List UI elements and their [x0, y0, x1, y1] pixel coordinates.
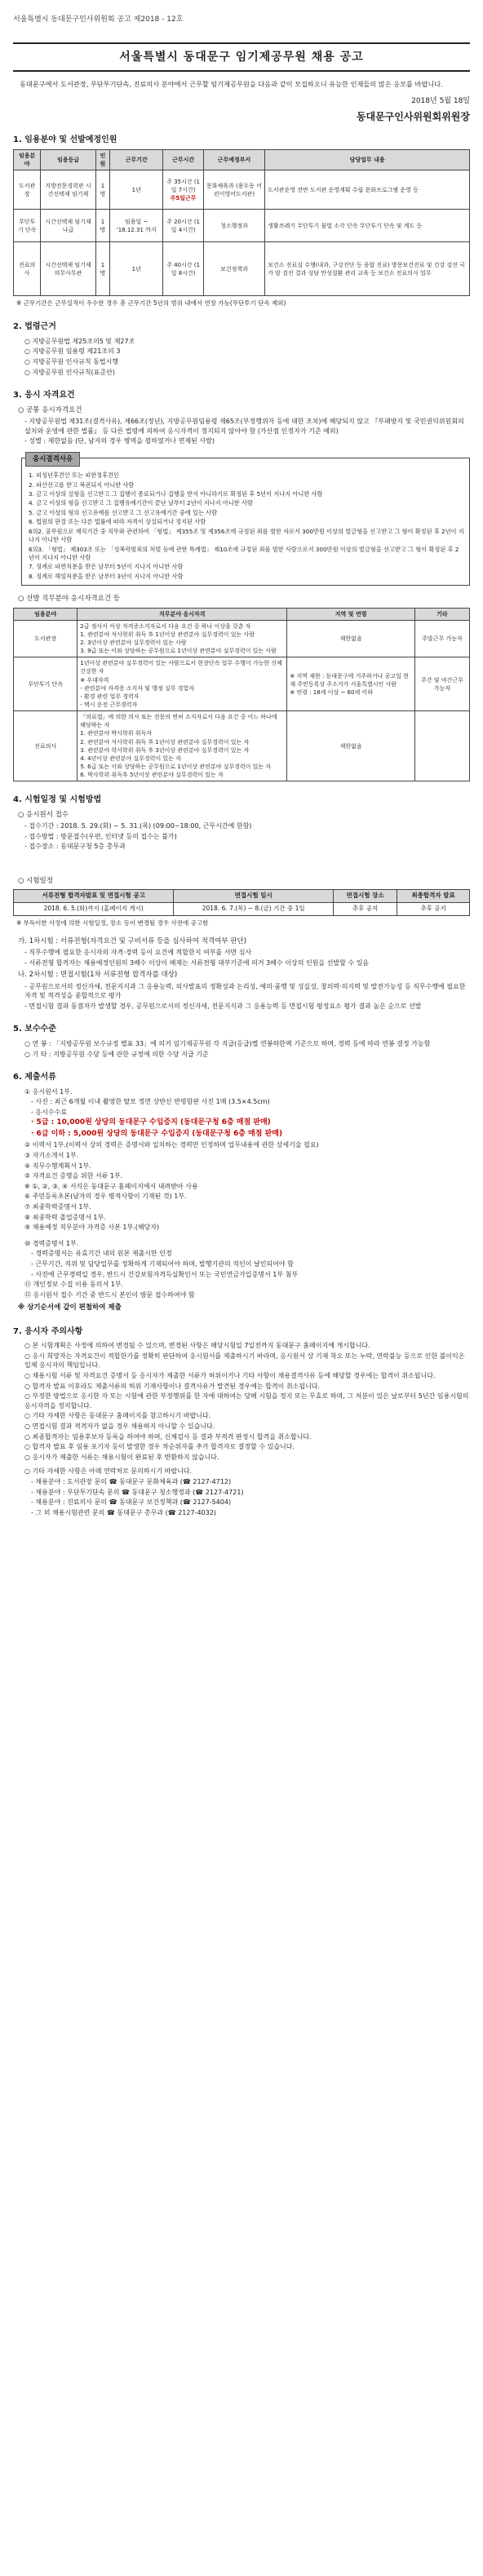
caution-item: ○ 합격자 발표 이후라도 제출서류의 허위 기재사항이나 결격사유가 발견된 경우에는 합격이 취소됩니다.	[24, 1382, 321, 1390]
caution-item: ○ 응시자가 제출한 서류는 채용시험이 완료된 후 반환하지 않습니다.	[24, 1453, 219, 1461]
col-header: 임용분야	[14, 150, 41, 170]
cell-grade: 지방전문경력관 시간선택제 임기제	[41, 170, 95, 210]
document-item: - 사진에 근무경력일 경우, 반드시 건강보험자격득실확인서 또는 국민연금가입증명서 1부 첨부	[31, 1270, 299, 1278]
cell-period: 1년	[110, 170, 163, 210]
receipt-item: - 접수장소 : 동대문구청 5층 총무과	[24, 843, 126, 851]
caution-item: ○ 최종합격자는 임용후보자 등록을 하여야 하며, 신체검사 등 결과 부적격 판정시 합격을 취소합니다.	[24, 1432, 312, 1441]
contact-item: - 채용분야 : 도서관장 문의 ☎ 동대문구 문화체육과 (☎ 2127-4712)	[31, 1477, 232, 1485]
disqualification-item: 6의3. 「형법」 제303조 또는 「성폭력범죄의 처벌 등에 관한 특례법」 제10조에 규정된 죄를 범한 사람으로서 300만원 이상의 벌금형을 선고받고 그 형이 확정된 후 2년이 지나지 아니한 사람	[29, 545, 459, 561]
cell-dept: 보건정책과	[203, 242, 264, 296]
method-item: - 공무원으로서의 정신자세, 전문지식과 그 응용능력, 의사발표의 정확성과 논리성, 예의·품행 및 성실성, 창의력·의지력 및 발전가능성 등 직무수행에 필요한 자격 및 적격성을 종합적으로 평가	[24, 982, 466, 1000]
caution-item: ○ 응시 희망자는 자격요건이 적합한가를 정확히 판단하여 응시원서를 제출하시기 바라며, 응시원서 상 기재 착오 또는 누락, 연락불능 등으로 인한 불이익은 일체 응시자의 책임입니다.	[24, 1352, 465, 1370]
receipt-item: - 접수기간 : 2018. 5. 29.(화) ~ 5. 31.(목) (09:00~18:00, 근무시간에 한함)	[24, 822, 252, 830]
fee-5th-grade: · 5급 : 10,000원 상당의 동대문구 수입증지 (동대문구청 6층 매점 판매)	[31, 1118, 271, 1127]
disqualification-item: 2. 파산선고를 받고 복권되지 아니한 사람	[29, 480, 135, 489]
document-item: ⑤ 자격요건 증명을 위한 서류 1부.	[24, 1172, 123, 1180]
cell-hours: 주 40시간 (1일 8시간)	[163, 242, 204, 296]
cell-field: 무단투기 단속	[14, 210, 41, 242]
announcement-page	[13, 0, 470, 1517]
cell-region: 제한없음	[287, 711, 415, 781]
document-item: ① 응시원서 1부.	[24, 1087, 73, 1095]
document-item: - 응시수수료	[31, 1108, 68, 1116]
section1-heading: 1. 임용분야 및 선발예정인원	[13, 135, 117, 144]
disqualification-item: 8. 징계로 해임처분을 받은 날부터 3년이 지나지 아니한 사람	[29, 572, 184, 580]
cell-grade: 시간선택제 임기제 의무사무관	[41, 242, 95, 296]
salary-item: ○ 연 봉 : 「지방공무원 보수규정 별표 33」에 의거 임기제공무원 각 직급(등급)별 연봉하한액 기준으로 하며, 경력 등에 따라 연봉 결정 가능함	[24, 1039, 431, 1047]
col-header: 근무시간	[163, 150, 204, 170]
law-item: ○ 지방공무원 인사규칙(표준안)	[24, 368, 116, 376]
section4-heading: 4. 시험일정 및 시험방법	[13, 795, 102, 805]
table-row	[14, 242, 470, 296]
document-item: ⑧ 최종학력 졸업증명서 1부.	[24, 1213, 106, 1221]
cell-requirements: 2급 정사서 이상 자격증소지자로서 다음 요건 중 하나 이상을 갖춘 자 1. 관련분야 석사학위 취득 후 1년이상 관련분야 실무경력이 있는 사람 2. 3년이상 관련분야 실무경력이 있는 사람 3. 9급 또는 이와 상당하는 공무원으로 1년이상 관련분야 실무경력이 있는 사람	[78, 620, 287, 657]
announcement-date: 2018년 5월 18일	[411, 97, 470, 106]
col-header: 담당업무 내용	[265, 150, 470, 170]
method-item: - 직무수행에 필요한 응시자의 자격·경력 등이 요건에 적합한지 여부를 서면 심사	[24, 949, 252, 957]
col-header: 지역 및 연령	[287, 608, 415, 620]
cell-field: 진료의사	[14, 242, 41, 296]
cell-field: 도서관장	[14, 620, 78, 657]
cell-duties: 도서관운영 전반 도서관 운영계획 수립 문화프로그램 운영 등	[265, 170, 470, 210]
section7-heading: 7. 응시자 주의사항	[13, 1326, 83, 1336]
disqualification-item: 6. 법원의 판결 또는 다른 법률에 따라 자격이 상실되거나 정지된 사람	[29, 518, 206, 526]
cell-grade: 시간선택제 임기제 나급	[41, 210, 95, 242]
schedule-header-row	[14, 890, 470, 903]
document-item: - 근무기간, 직위 및 담당업무를 정확하게 기재되어야 하며, 발행기관의 직인이 날인되어야 함	[31, 1260, 294, 1268]
contact-item: - 채용분야 : 진료의사 문의 ☎ 동대문구 보건정책과 (☎ 2127-5404)	[31, 1498, 232, 1507]
document-item: - 경력증명서는 유효기간 내의 원본 제출시만 인정	[31, 1250, 172, 1258]
section6-heading: 6. 제출서류	[13, 1073, 56, 1082]
cell-field: 진료의사	[14, 711, 78, 781]
field-req-header-row	[14, 608, 470, 620]
section3-heading: 3. 응시 자격요건	[13, 391, 75, 401]
table-row	[14, 711, 470, 781]
cell-period: 임용일 ~ '18.12.31 까지	[110, 210, 163, 242]
disqualification-item: 5. 금고 이상의 형의 선고유예를 선고받고 그 선고유예기간 중에 있는 사람	[29, 508, 218, 516]
cell-requirements: 1년이상 관련분야 실무경력이 있는 사람으로서 현장단속 업무 수행이 가능한 신체 건강한 자 ※ 우대자격 - 관련분야 자격증 소지자 및 행정 실무 경험자 - 환경 관련 업무 경력자 - 택시 운전 근무경력자	[78, 657, 287, 711]
section2-heading: 2. 법령근거	[13, 322, 56, 332]
disqualification-item: 7. 징계로 파면처분을 받은 날부터 5년이 지나지 아니한 사람	[29, 563, 184, 571]
cell-etc: 주말근무 가능자	[414, 620, 469, 657]
law-item: ○ 지방공무원법 제25조의5 및 제27조	[24, 337, 135, 345]
cell-etc: 주간 및 야간근무 가능자	[414, 657, 469, 711]
cell-interview-date: 2018. 6. 7.(목) ~ 8.(금) 기간 중 1일	[174, 903, 334, 916]
caution-item: ○ 기타 자세한 사항은 동대문구 홈페이지를 참고하시기 바랍니다.	[24, 1412, 211, 1420]
col-header: 최종합격자 발표	[397, 890, 470, 903]
cell-region: 제한없음	[287, 620, 415, 657]
col-header: 임용분야	[14, 608, 78, 620]
common-req-item: - 지방공무원법 제31조(결격사유), 제66조(정년), 지방공무원임용령 제65조(부정행위자 등에 대한 조치)에 해당되지 않고 『부패방지 및 국민권익위원회의 설치와 운영에 관한 법률』 등 다른 법령에 의하여 응시자격이 정지되지 않아야 함 (가산점 인정자가 기준 예외)	[24, 417, 464, 435]
cell-field: 무단투기 단속	[14, 657, 78, 711]
caution-item: ○ 부정한 방법으로 응시한 자 또는 시험에 관한 부정행위를 한 자에 대하여는 당해 시험을 정지 또는 무효로 하며, 그 처분이 있은 날로부터 5년간 임용시험의 응시자격을 정지합니다.	[24, 1392, 469, 1410]
table-row	[14, 170, 470, 210]
hours-value: 주 35시간 (1일 7시간)	[166, 178, 201, 193]
fee-6th-grade: · 6급 이하 : 5,000원 상당의 동대문구 수입증지 (동대문구청 6층 매점 판매)	[31, 1130, 283, 1139]
disqualification-box	[21, 454, 470, 586]
caution-item: ○ 본 시험계획은 사정에 의하여 변경될 수 있으며, 변경된 사항은 해당시험일 7일전까지 동대문구 홈페이지에 게시합니다.	[24, 1342, 370, 1350]
cell-count: 1명	[95, 170, 109, 210]
col-header: 인원	[95, 150, 109, 170]
contact-item: - 채용분야 : 무단투기단속 문의 ☎ 동대문구 청소행정과 (☎ 2127-4721)	[31, 1488, 244, 1496]
col-header: 임용등급	[41, 150, 95, 170]
positions-header-row	[14, 150, 470, 170]
field-req-title: ○ 선발 직무분야 응시자격요건 등	[18, 595, 120, 604]
table-row	[14, 657, 470, 711]
cell-doc-result: 2018. 6. 5.(화)까지 (홈페이지 게시)	[14, 903, 174, 916]
document-item: ⑩ 경력증명서 1부.	[24, 1239, 79, 1247]
law-item: ○ 지방공무원 인사규칙 동법시행	[24, 357, 119, 365]
col-header: 면접시험 장소	[333, 890, 397, 903]
disqualification-item: 4. 금고 이상의 형을 선고받고 그 집행유예기간이 끝난 날부터 2년이 지나지 아니한 사람	[29, 499, 253, 507]
document-item: ③ 자기소개서 1부.	[24, 1152, 79, 1160]
caution-item: ○ 면접시험 결과 적격자가 없을 경우 채용하지 아니할 수 있습니다.	[24, 1422, 215, 1430]
cell-interview-place: 추후 공지	[333, 903, 397, 916]
common-req-item: - 성별 : 제한없음 (단, 남자의 경우 병역을 필하였거나 면제된 사람)	[24, 437, 215, 445]
document-item: ④ 직무수행계획서 1부.	[24, 1162, 91, 1170]
cell-duties: 생활쓰레기 무단투기 불법 소각 단속 무단투기 단속 및 계도 등	[265, 210, 470, 242]
cell-requirements: 「의료법」에 의한 의사 또는 전문의 면허 소지자로서 다음 요건 중 어느 하나에 해당하는 자 1. 관련분야 박사학위 취득자 2. 관련분야 석사학위 취득 후 1년이상 관련분야 실무경력이 있는 자 3. 관련분야 학사학위 취득 후 3년이상 관련분야 실무경력이 있는 자 4. 4년이상 관련분야 실무경력이 있는 자 5. 6급 또는 이와 상당하는 공무원으로 1년이상 관련분야 실무경력이 있는 자 6. 박사학위 취득후 5년이상 관련분야 실무경력이 있는 자	[78, 711, 287, 781]
section5-heading: 5. 보수수준	[13, 1025, 56, 1034]
hours-note: 주5일근무	[170, 194, 197, 201]
schedule-title: ○ 시험일정	[18, 876, 53, 885]
issuer-name: 동대문구인사위원회위원장	[356, 111, 470, 123]
disqualification-item: 6의2. 공무원으로 재직기간 중 직무와 관련하여 「형법」 제355조 및 제356조에 규정된 죄를 범한 자로서 300만원 이상의 벌금형을 선고받고 그 형이 확정된 후 2년이 지나지 아니한 사람	[29, 527, 464, 544]
cell-field: 도서관장	[14, 170, 41, 210]
binding-note: ※ 상기순서에 같이 편철하여 제출	[18, 1303, 122, 1312]
document-item: ⑪ 개인정보 수집 이용 동의서 1부.	[24, 1281, 124, 1289]
method-item: - 면접시험 결과 동점자가 발생할 경우, 공무원으로서의 정신자세, 전문지식과 그 응용능력 등 면접시험 평정요소 평가 결과 높은 순으로 선발	[24, 1002, 422, 1010]
col-header: 면접시험 일시	[174, 890, 334, 903]
cell-hours: 주 20시간 (1일 4시간)	[163, 210, 204, 242]
cell-period: 1년	[110, 242, 163, 296]
cell-region: ※ 지역 제한 : 동대문구에 거주하거나 공고일 현재 주민등록상 주소지가 서울특별시인 사람 ※ 연령 : 18세 이상 ~ 60세 이하	[287, 657, 415, 711]
document-item: - 사진 : 최근 6개월 이내 촬영한 탈모 정면 상반신 반명함판 사진 1매 (3.5×4.5cm)	[31, 1098, 270, 1106]
cell-final-result: 추후 공지	[397, 903, 470, 916]
cell-etc	[414, 711, 469, 781]
cell-hours	[163, 170, 204, 210]
cell-duties: 보건소 진료실 수행(내과, 구강진단 등 종합 진료) 방문보건진료 및 건강 검진 국가 암 검진 결과 상담 만성질환 관리 교육 등 보건소 진료의사 업무	[265, 242, 470, 296]
document-item: ⑦ 최종학력증명서 1부.	[24, 1203, 91, 1211]
page-title: 서울특별시 동대문구 임기제공무원 채용 공고	[13, 42, 470, 72]
field-requirements-table	[13, 608, 470, 782]
positions-table	[13, 149, 470, 296]
document-item: ⑨ 채용예정 직무분야 자격증 사본 1부.(해당자)	[24, 1224, 160, 1232]
document-item: ② 이력서 1부.(이력서 상의 경력은 증명서와 일치하는 경력만 인정하며 업무내용에 관한 상세기술 필요)	[24, 1141, 319, 1149]
cell-count: 1명	[95, 210, 109, 242]
col-header: 근무기간	[110, 150, 163, 170]
method-item: 나. 2차시험 : 면접시험(1차 서류전형 합격자를 대상)	[18, 971, 178, 980]
caution-item: ○ 합격자 발표 후 임용 포기자 등이 발생한 경우 차순위자를 추가 합격자로 결정할 수 있습니다.	[24, 1443, 295, 1451]
caution-item: ○ 채용시험 서류 및 자격요건 증명서 등 응시자가 제출한 서류가 허위이거나 기타 사항이 채용결격사유 등에 해당할 경우에는 합격이 취소됩니다.	[24, 1371, 436, 1379]
disqualification-item: 1. 피성년후견인 또는 피한정후견인	[29, 471, 119, 480]
receipt-item: - 접수방법 : 방문접수(우편, 인터넷 등의 접수는 불가)	[24, 832, 177, 840]
method-title: 가. 1차시험 : 서류전형(자격요건 및 구비서류 등을 심사하여 적격여부 판단)	[18, 936, 247, 945]
document-item: ⑫ 응시원서 접수 기간 중 반드시 본인이 방문 접수하여야 함	[24, 1290, 195, 1299]
document-item: ⑥ 주민등록초본(남자의 경우 병적사항이 기재된 것) 1부.	[24, 1193, 187, 1201]
table-row	[14, 903, 470, 916]
law-item: ○ 지방공무원 임용령 제21조의 3	[24, 347, 121, 356]
cell-count: 1명	[95, 242, 109, 296]
contact-item: - 그 외 채용시험관련 문의 ☎ 동대문구 총무과 (☎ 2127-4032)	[31, 1508, 216, 1516]
schedule-note: ※ 부득이한 사정에 의한 시험일정, 장소 등이 변경될 경우 사전에 공고함	[16, 918, 209, 927]
receipt-title: ○ 응시원서 접수	[18, 810, 69, 819]
col-header: 기타	[414, 608, 469, 620]
document-item: ※ ①, ②, ③, ④ 서식은 동대문구 홈페이지에서 내려받아 사용	[24, 1182, 198, 1190]
col-header: 근무예정부서	[203, 150, 264, 170]
col-header: 서류전형 합격자발표 및 면접시험 공고	[14, 890, 174, 903]
schedule-table	[13, 889, 470, 916]
announcement-number: 서울특별시 동대문구인사위원회 공고 제2018 - 12호	[13, 15, 184, 24]
method-item: - 서류전형 합격자는 채용예정인원의 3배수 이상이 배제는 서류전형 대부기준에 의거 3배수 이상의 인원을 선발할 수 있음	[24, 958, 370, 967]
disqualification-item: 3. 금고 이상의 실형을 선고받고 그 집행이 종료되거나 집행을 받지 아니하기로 확정된 후 5년이 지나지 아니한 사람	[29, 489, 323, 498]
disqualification-title: 응시결격사유	[25, 452, 80, 467]
table-row	[14, 620, 470, 657]
common-req-title: ○ 공통 응시자격요건	[18, 405, 82, 414]
salary-item: ○ 기 타 : 지방공무원 수당 등에 관한 규정에 의한 수당 지급 기준	[24, 1050, 209, 1058]
intro-text: 동대문구에서 도서관장, 무단투기단속, 진료의사 분야에서 근무할 임기제공무원을 다음과 같이 모집하오니 유능한 인재들의 많은 응모를 바랍니다.	[20, 80, 443, 89]
contact-title: ○ 기타 자세한 사항은 아래 연락처로 문의하시기 바랍니다.	[24, 1467, 193, 1476]
cell-dept: 문화체육과 (용두동 어린이영어도서관)	[203, 170, 264, 210]
cell-dept: 청소행정과	[203, 210, 264, 242]
section1-note: ※ 근무기간은 근무실적이 우수한 경우 총 근무기간 5년의 범위 내에서 연장 가능(무단투기 단속 제외)	[16, 299, 286, 308]
table-row	[14, 210, 470, 242]
col-header: 직무분야 응시자격	[78, 608, 287, 620]
